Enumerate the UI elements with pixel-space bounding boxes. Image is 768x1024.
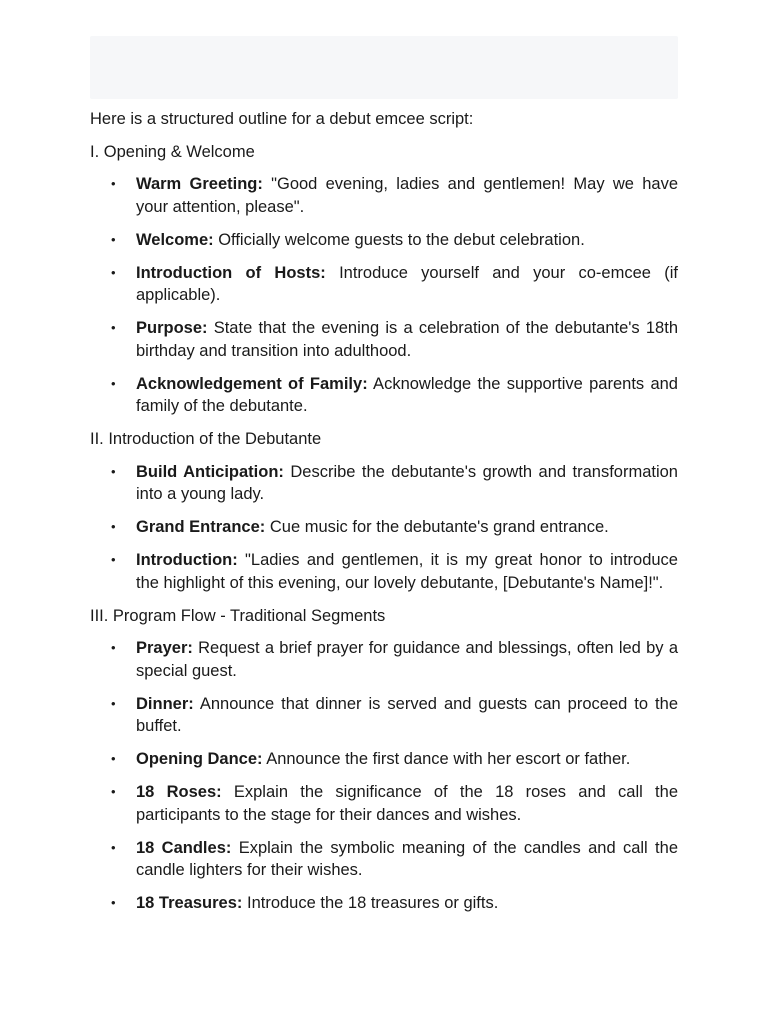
bullet-icon: • xyxy=(111,375,116,391)
item-description: Describe the debutante's growth and transformation into a young lady. xyxy=(136,462,678,503)
bullet-icon: • xyxy=(111,784,116,799)
list-item xyxy=(90,373,678,418)
item-description: State that the evening is a celebration of the debutante's 18th birthday and transition into adulthood. xyxy=(136,319,678,360)
bullet-list xyxy=(90,173,678,418)
item-description: Introduce yourself and your co-emcee (if applicable). xyxy=(136,263,678,304)
item-description: Announce the first dance with her escort or father. xyxy=(262,750,631,768)
list-item xyxy=(90,892,678,915)
item-description: Officially welcome guests to the debut celebration. xyxy=(213,230,585,249)
document-page xyxy=(90,36,678,925)
bullet-icon: • xyxy=(111,463,116,479)
item-term: Acknowledgement of Family: xyxy=(136,374,368,393)
list-item xyxy=(90,781,678,826)
item-description: Acknowledge the supportive parents and family of the debutante. xyxy=(136,374,678,415)
bullet-icon: • xyxy=(111,320,116,335)
list-item xyxy=(90,317,678,362)
bullet-icon: • xyxy=(111,176,116,191)
section-heading: III. Program Flow - Traditional Segments xyxy=(90,606,386,625)
item-term: Opening Dance: xyxy=(136,750,263,768)
bullet-icon: • xyxy=(111,264,116,280)
bullet-icon: • xyxy=(111,519,116,534)
item-description: Explain the significance of the 18 roses and call the participants to the stage for their dances and wishes. xyxy=(136,783,678,824)
item-term: Grand Entrance: xyxy=(136,518,266,536)
item-description: Explain the symbolic meaning of the candles and call the candle lighters for their wishes. xyxy=(136,838,678,879)
outline-section xyxy=(90,605,678,915)
section-heading: I. Opening & Welcome xyxy=(90,142,255,161)
list-item xyxy=(90,461,678,506)
bullet-icon: • xyxy=(111,552,116,567)
header-placeholder-box xyxy=(90,36,678,99)
list-item xyxy=(90,549,678,594)
outline-section xyxy=(90,141,678,418)
item-description: "Good evening, ladies and gentlemen! May we have your attention, please". xyxy=(136,175,678,216)
bullet-icon: • xyxy=(111,839,116,855)
item-term: Warm Greeting: xyxy=(136,175,263,193)
bullet-icon: • xyxy=(111,640,116,655)
item-description: Announce that dinner is served and guests can proceed to the buffet. xyxy=(136,694,678,735)
list-item xyxy=(90,262,678,307)
item-term: 18 Roses: xyxy=(136,783,222,801)
list-item xyxy=(90,173,678,218)
intro-text: Here is a structured outline for a debut emcee script: xyxy=(90,110,474,128)
outline-section xyxy=(90,428,678,594)
item-description: Request a brief prayer for guidance and blessings, often led by a special guest. xyxy=(136,639,678,680)
bullet-list xyxy=(90,637,678,915)
item-term: Introduction of Hosts: xyxy=(136,263,326,282)
list-item xyxy=(90,516,678,539)
bullet-icon: • xyxy=(111,231,116,247)
list-item xyxy=(90,637,678,682)
item-term: 18 Treasures: xyxy=(136,894,243,912)
list-item xyxy=(90,748,678,771)
item-term: Build Anticipation: xyxy=(136,462,284,481)
list-item xyxy=(90,837,678,882)
item-description: "Ladies and gentlemen, it is my great honor to introduce the highlight of this evening, our lovely debutante, [Debutante's Name]!". xyxy=(136,551,678,592)
outline-sections xyxy=(90,141,678,915)
item-term: 18 Candles: xyxy=(136,838,232,857)
item-description: Introduce the 18 treasures or gifts. xyxy=(242,894,499,912)
item-term: Introduction: xyxy=(136,551,238,569)
item-term: Welcome: xyxy=(136,230,214,249)
bullet-list xyxy=(90,461,678,595)
bullet-icon: • xyxy=(111,751,116,766)
bullet-icon: • xyxy=(111,895,116,910)
item-term: Prayer: xyxy=(136,639,193,657)
section-heading: II. Introduction of the Debutante xyxy=(90,430,322,448)
list-item xyxy=(90,693,678,738)
bullet-icon: • xyxy=(111,695,116,711)
item-term: Dinner: xyxy=(136,694,194,713)
item-description: Cue music for the debutante's grand entrance. xyxy=(265,518,609,536)
item-term: Purpose: xyxy=(136,319,208,337)
list-item xyxy=(90,229,678,252)
